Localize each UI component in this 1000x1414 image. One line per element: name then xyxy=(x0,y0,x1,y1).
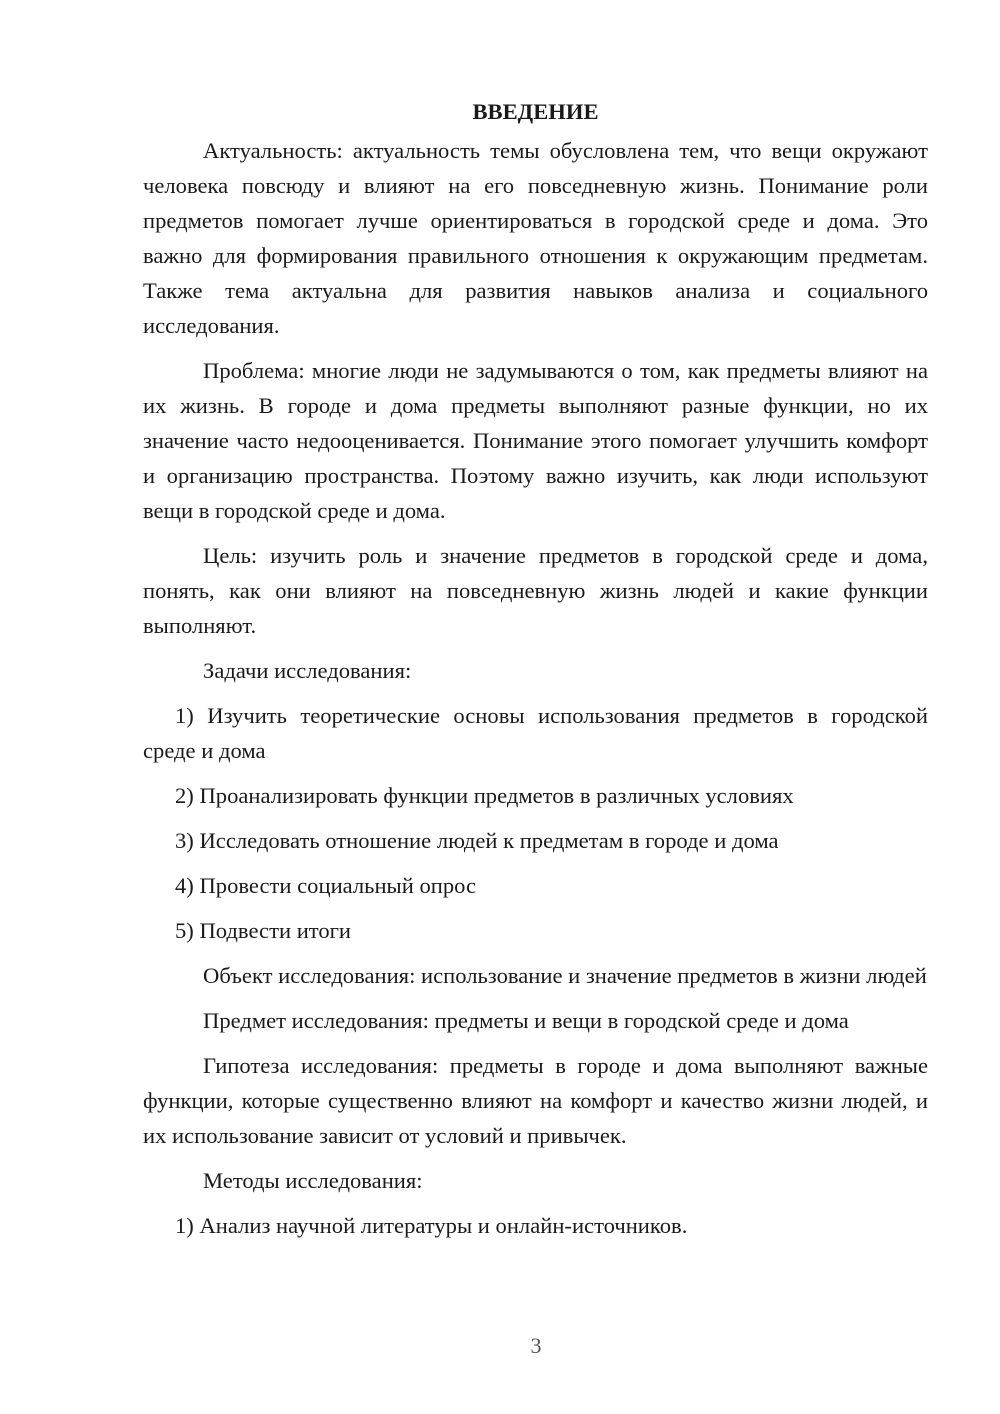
task-item: 3) Исследовать отношение людей к предметам в городе и дома xyxy=(175,828,779,853)
task-item: 2) Проанализировать функции предметов в различных условиях xyxy=(175,783,794,808)
object-paragraph: Объект исследования: использование и значение предметов в жизни людей xyxy=(203,963,927,988)
page-number: 3 xyxy=(530,1333,542,1358)
methods-heading: Методы исследования: xyxy=(203,1168,423,1193)
goal-paragraph: Цель: изучить роль и значение предметов в городской среде и дома, понять, как они влияют на повседневную жизнь людей и какие функции выполняют. xyxy=(143,543,928,638)
relevance-paragraph: Актуальность: актуальность темы обусловлена тем, что вещи окружают человека повсюду и влияют на его повседневную жизнь. Понимание роли предметов помогает лучше ориентироваться в городской среде и дома. Это важно для формирования правильного отношения к окружающим предметам. Также тема актуальна для развития навыков анализа и социального исследования. xyxy=(143,138,928,338)
problem-paragraph: Проблема: многие люди не задумываются о том, как предметы влияют на их жизнь. В городе и дома предметы выполняют разные функции, но их значение часто недооценивается. Понимание этого помогает улучшить комфорт и организацию пространства. Поэтому важно изучить, как люди используют вещи в городской среде и дома. xyxy=(143,358,928,523)
task-item: 4) Провести социальный опрос xyxy=(175,873,477,898)
tasks-heading: Задачи исследования: xyxy=(203,658,412,683)
method-item: 1) Анализ научной литературы и онлайн-источников. xyxy=(175,1213,688,1238)
task-item: 1) Изучить теоретические основы использования предметов в городской среде и дома xyxy=(143,703,928,763)
hypothesis-paragraph: Гипотеза исследования: предметы в городе и дома выполняют важные функции, которые существенно влияют на комфорт и качество жизни людей, и их использование зависит от условий и привычек. xyxy=(143,1053,928,1148)
page-content xyxy=(143,94,928,1253)
subject-paragraph: Предмет исследования: предметы и вещи в городской среде и дома xyxy=(203,1008,849,1033)
task-item: 5) Подвести итоги xyxy=(175,918,352,943)
page-title: ВВЕДЕНИЕ xyxy=(472,99,599,124)
